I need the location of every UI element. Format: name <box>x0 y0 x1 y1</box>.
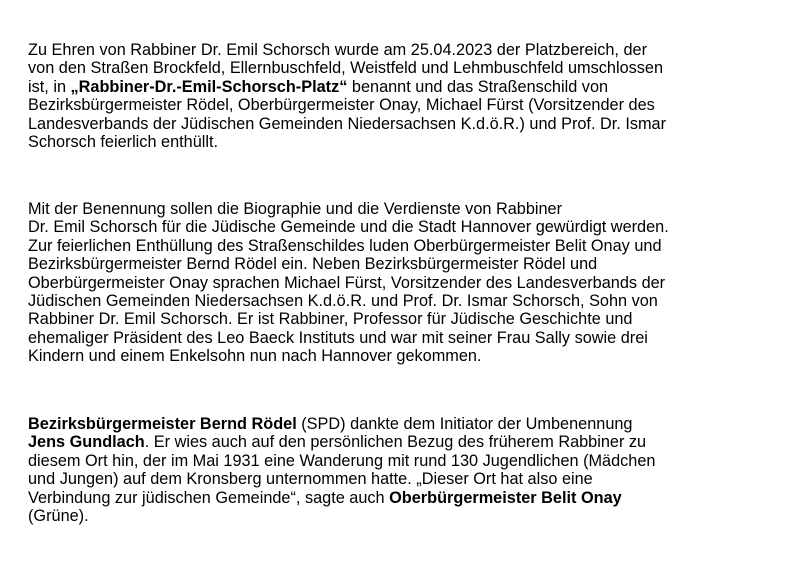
speaker-name: Bezirksbürgermeister Bernd Rödel <box>28 415 297 433</box>
text-segment: benannt und das Straßenschild von <box>347 77 609 96</box>
paragraph-biography <box>28 200 669 366</box>
text-line: diesem Ort hin, der im Mai 1931 eine Wanderung mit rund 130 Jugendlichen (Mädchen <box>28 451 656 470</box>
text-line: Zur feierlichen Enthüllung des Straßenschildes luden Oberbürgermeister Belit Onay und <box>28 236 662 255</box>
paragraph-naming-ceremony <box>28 41 666 151</box>
text-segment: Verbindung zur jüdischen Gemeinde“, sagte auch <box>28 488 390 507</box>
place-name: „Rabbiner-Dr.-Emil-Schorsch-Platz“ <box>70 77 348 96</box>
text-line: ehemaliger Präsident des Leo Baeck Instituts und war mit seiner Frau Sally sowie drei <box>28 328 648 347</box>
text-line: von den Straßen Brockfeld, Ellernbuschfeld, Weistfeld und Lehmbuschfeld umschlossen <box>28 59 664 78</box>
text-line: Oberbürgermeister Onay sprachen Michael Fürst, Vorsitzender des Landesverbands der <box>28 273 666 292</box>
text-line <box>28 489 655 507</box>
text-segment: ist, in <box>28 77 71 96</box>
text-line <box>28 415 655 433</box>
text-line: Zu Ehren von Rabbiner Dr. Emil Schorsch wurde am 25.04.2023 der Platzbereich, der <box>28 41 648 59</box>
text-segment: (SPD) dankte dem Initiator der Umbenennung <box>296 415 633 433</box>
text-line: Landesverbands der Jüdischen Gemeinden Niedersachsen K.d.ö.R.) und Prof. Dr. Ismar <box>28 114 667 133</box>
text-line: und Jungen) auf dem Kronsberg unternommen hatte. „Dieser Ort hat also eine <box>28 470 593 489</box>
paragraph-speeches <box>28 415 655 525</box>
initiator-name: Jens Gundlach <box>28 433 145 452</box>
text-line <box>28 433 655 451</box>
text-line: Kindern und einem Enkelsohn nun nach Hannover gekommen. <box>28 347 482 366</box>
text-line: (Grüne). <box>28 507 89 526</box>
text-line: Mit der Benennung sollen die Biographie und die Verdienste von Rabbiner <box>28 200 563 218</box>
speaker-name: Oberbürgermeister Belit Onay <box>389 488 622 507</box>
text-line <box>28 78 666 96</box>
text-line: Jüdischen Gemeinden Niedersachsen K.d.ö.R. und Prof. Dr. Ismar Schorsch, Sohn von <box>28 292 658 311</box>
text-line: Bezirksbürgermeister Bernd Rödel ein. Neben Bezirksbürgermeister Rödel und <box>28 255 598 274</box>
text-line: Rabbiner Dr. Emil Schorsch. Er ist Rabbiner, Professor für Jüdische Geschichte und <box>28 310 633 329</box>
text-line: Bezirksbürgermeister Rödel, Oberbürgermeister Onay, Michael Fürst (Vorsitzender des <box>28 96 655 115</box>
text-line: Dr. Emil Schorsch für die Jüdische Gemeinde und die Stadt Hannover gewürdigt werden. <box>28 218 669 237</box>
text-line: Schorsch feierlich enthüllt. <box>28 133 219 152</box>
text-segment: . Er wies auch auf den persönlichen Bezug des früherem Rabbiner zu <box>144 433 647 452</box>
